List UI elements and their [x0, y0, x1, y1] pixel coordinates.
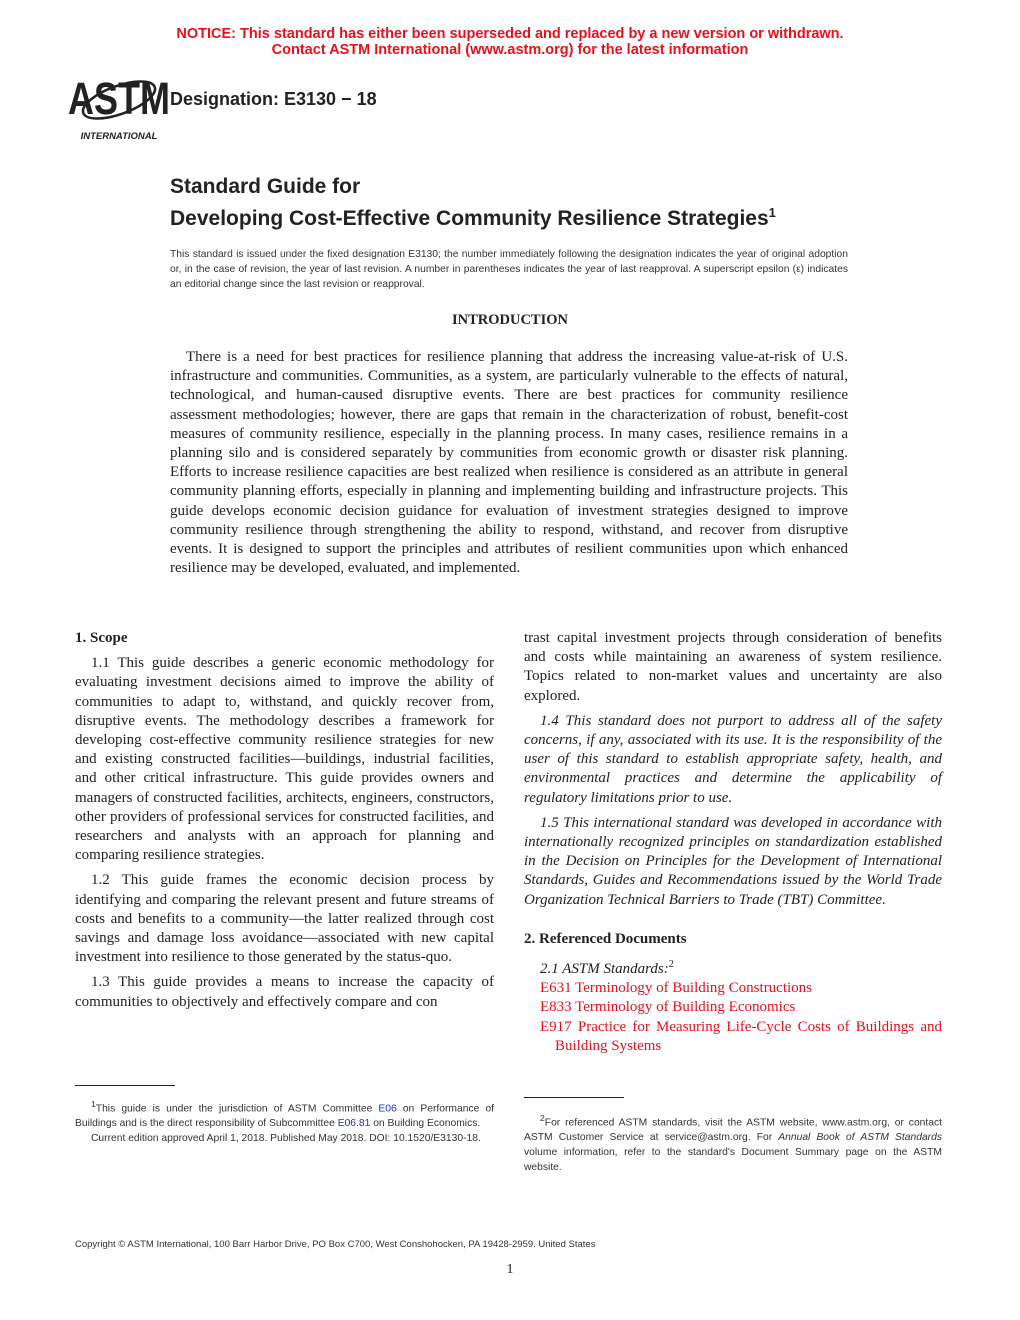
footnote-divider [75, 1085, 175, 1086]
notice-banner [0, 27, 1020, 58]
reference-e631[interactable]: E631 Terminology of Building Constructions [540, 980, 813, 997]
svg-text:INTERNATIONAL: INTERNATIONAL [80, 131, 158, 142]
left-column [75, 629, 494, 1018]
footnote-2: $^2$For referenced ASTM standards, visit the ASTM website, www.astm.org, or contact ASTM Customer Service at service@astm.org. For Annual Book of ASTM Standards volume information, refer to the standard's Document Summary page on the ASTM website. [524, 1097, 942, 1175]
title-footnote-ref: 1 [768, 205, 776, 220]
footnote-1: $^1$This guide is under the jurisdiction of ASTM Committee E06 on Performance of Buildings and is the direct responsibility of Subcommittee E06.81 on Building Economics. Current edition approved April 1, 2018. Published May 2018. DOI: 10.1520/E3130-18. [75, 1085, 494, 1146]
footnote-divider [524, 1097, 624, 1098]
para-1-1: 1.1 This guide describes a generic economic methodology for evaluating investment decisions aimed to improve the ability of communities to adapt to, withstand, and quickly recover from, disruptive events. The methodology describes a framework for developing cost-effective community resilience strategies for new and existing constructed facilities—buildings, industrial facilities, and other critical infrastructure. This guide provides owners and managers of constructed facilities, architects, engineers, constructors, other providers of professional services for constructed facilities, and researchers and analysts with an approach for planning and comparing resilience strategies. [75, 655, 494, 864]
astm-logo [68, 68, 170, 142]
para-1-5: 1.5 This international standard was developed in accordance with internationally recognized principles on standardization established in the Decision on Principles for the Development of International Standards, Guides and Recommendations issued by the World Trade Organization Technical Barriers to Trade (TBT) Committee. [524, 814, 942, 908]
para-1-3-cont: trast capital investment projects through consideration of benefits and costs while maintaining an awareness of system resilience. Topics related to non-market values and uncertainty are also explored. [524, 630, 942, 704]
para-1-4: 1.4 This standard does not purport to address all of the safety concerns, if any, associated with its use. It is the responsibility of the user of this standard to establish appropriate safety, health, and environmental practices and determine the applicability of regulatory limitations prior to use. [524, 712, 942, 806]
para-1-2: 1.2 This guide frames the economic decision process by identifying and comparing the relevant present and future streams of costs and benefits to a community—the latter realized through cost savings and damage loss avoidance—associated with new capital investment into resilience to those generated by the status-quo. [75, 872, 494, 966]
designation: Designation: E3130 − 18 [170, 89, 377, 109]
intro-text: There is a need for best practices for resilience planning that address the increasing value-at-risk of U.S. infrastructure and communities. Communities, as a system, are particularly vulnerable to the effects of natural, technological, and human-caused disruptive events. There are best practices for community resilience assessment methodologies; however, there are gaps that remain in the characterization of robust, benefit-cost measures of community resilience, especially in the planning process. In many cases, resilience remains in a planning silo and is considered separately by communities from economic growth or disaster risk planning. Efforts to increase resilience capacities are best realized when resilience is considered as an attribute in general community planning efforts, especially in planning and implementing building and infrastructure projects. This guide develops economic decision guidance for evaluation of investment strategies designed to improve community resilience through strengthening the ability to respond, withstand, and recover from disruptive events. It is designed to support the principles and attributes of resilient communities upon which enhanced resilience may be developed, evaluated, and implemented. [170, 349, 848, 577]
page-title [170, 174, 776, 232]
link-e06-81[interactable]: E06.81 [337, 1118, 371, 1130]
reference-e833[interactable]: E833 Terminology of Building Economics [540, 999, 796, 1016]
svg-text:ASTM: ASTM [68, 73, 170, 125]
notice-line-1: NOTICE: This standard has either been superseded and replaced by a new version or withdrawn. [176, 26, 844, 42]
edition-note: Current edition approved April 1, 2018. Published May 2018. DOI: 10.1520/E3130-18. [91, 1133, 481, 1145]
copyright: Copyright © ASTM International, 100 Barr Harbor Drive, PO Box C700, West Conshohocken, PA 19428-2959. United States [75, 1239, 596, 1250]
title-line-1: Standard Guide for [170, 175, 361, 198]
reference-e917[interactable]: E917 Practice for Measuring Life-Cycle Costs of Buildings and Building Systems [540, 1018, 942, 1054]
page-number: 1 [506, 1262, 514, 1277]
scope-heading: 1. Scope [75, 630, 128, 646]
references-heading: 2. Referenced Documents [524, 930, 687, 947]
astm-standards-label: 2.1 ASTM Standards:$^2$ [540, 959, 674, 978]
intro-heading: INTRODUCTION [451, 312, 568, 328]
link-e06[interactable]: E06 [378, 1103, 397, 1115]
title-line-2: Developing Cost-Effective Community Resilience Strategies [170, 207, 769, 230]
notice-line-2: Contact ASTM International (www.astm.org) for the latest information [271, 41, 749, 58]
issuance-note: This standard is issued under the fixed designation E3130; the number immediately following the designation indicates the year of original adoption or, in the case of revision, the year of last revision. A number in parentheses indicates the year of last reapproval. A superscript epsilon (ε) indicates an editorial change since the last revision or reapproval. [170, 249, 848, 290]
right-column [524, 629, 942, 1056]
para-1-3: 1.3 This guide provides a means to increase the capacity of communities to objectively and effectively compare and con [75, 974, 494, 1010]
